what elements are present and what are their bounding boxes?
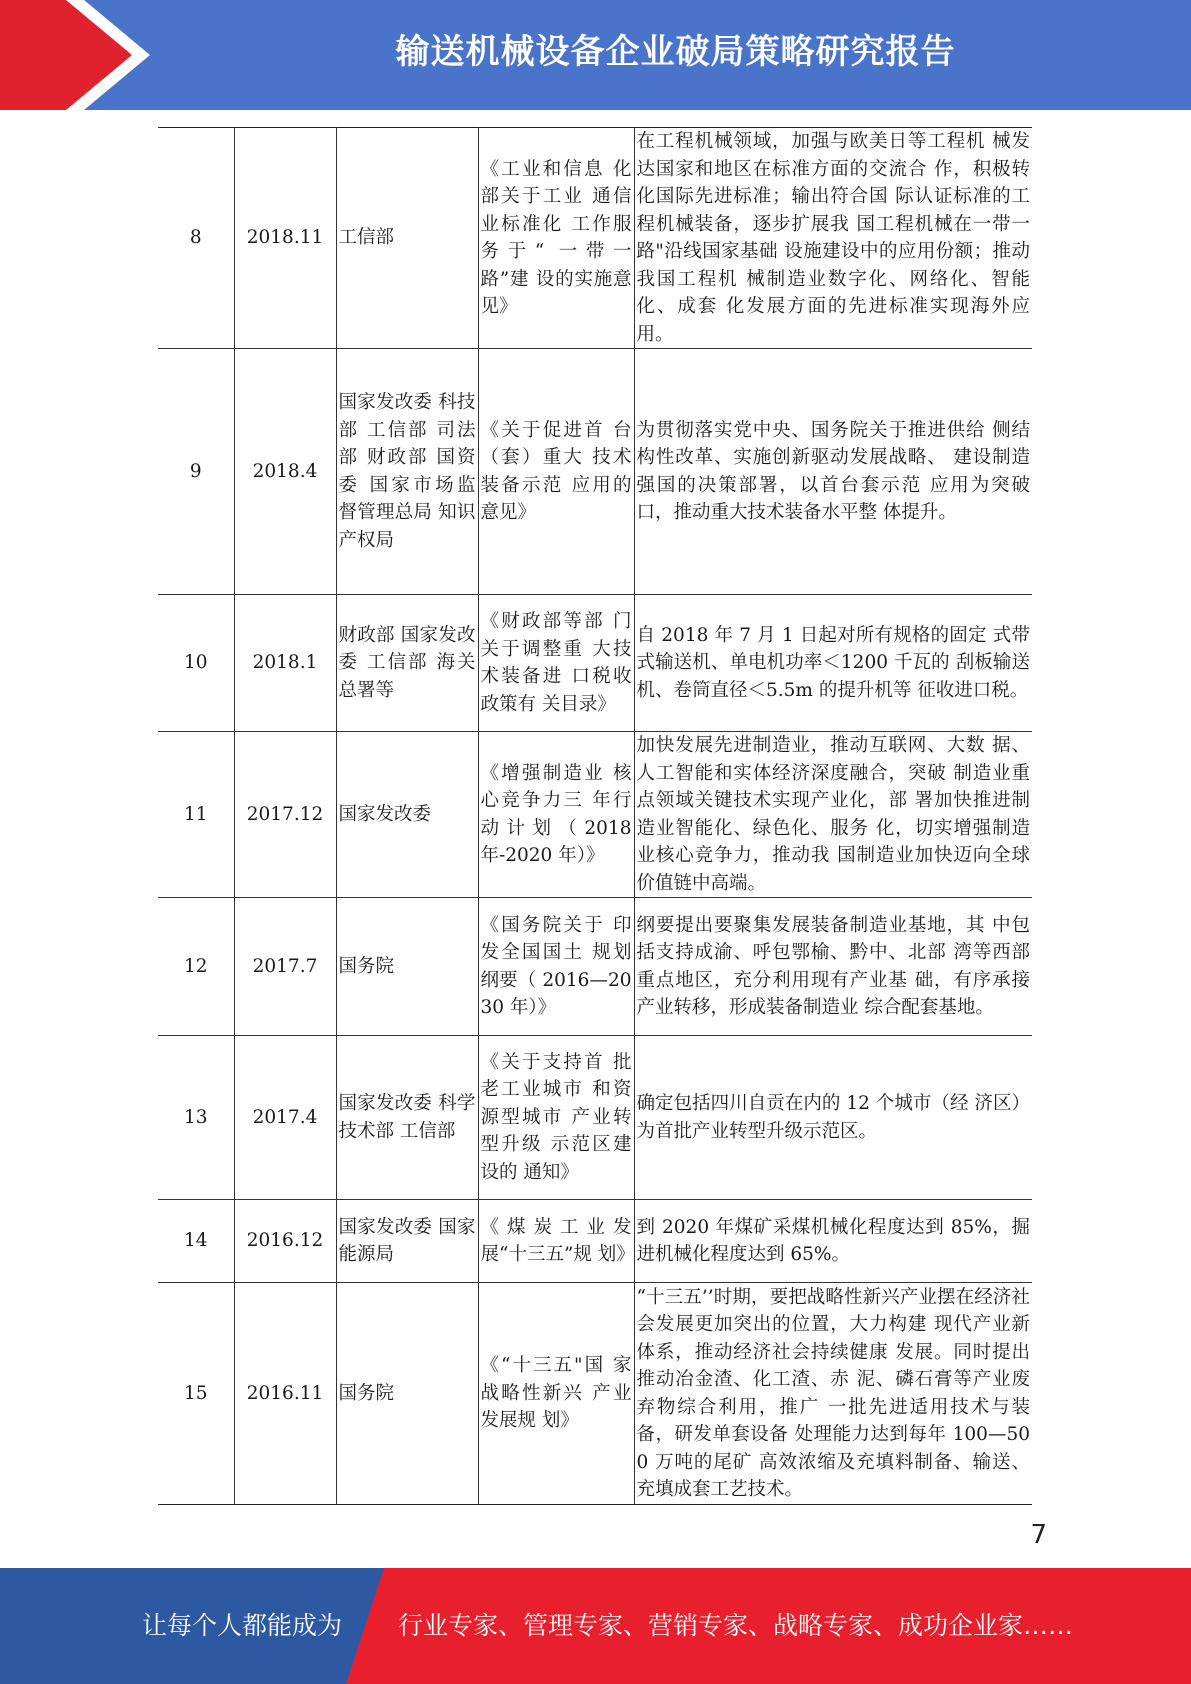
table-row <box>158 1200 1032 1283</box>
report-title: 输送机械设备企业破局策略研究报告 <box>395 32 956 72</box>
row-date: 2018.4 <box>234 349 336 595</box>
row-content: 到 2020 年煤矿采煤机械化程度达到 85%，掘进机械化程度达到 65%。 <box>634 1200 1032 1283</box>
row-number: 13 <box>158 1036 234 1200</box>
footer-slogan-right: 行业专家、管理专家、营销专家、战略专家、成功企业家…… <box>398 1611 1074 1640</box>
row-department: 国务院 <box>336 1283 478 1505</box>
row-date: 2017.7 <box>234 898 336 1036</box>
page-header <box>0 0 1191 110</box>
row-number: 10 <box>158 595 234 732</box>
row-date: 2016.11 <box>234 1283 336 1505</box>
page-number: 7 <box>1030 1520 1047 1550</box>
row-document: 《工业和信息 化部关于工业 通信业标准化 工作服务于“ 一带一路”建 设的实施意见》 <box>478 128 634 349</box>
row-number: 9 <box>158 349 234 595</box>
policy-table <box>158 127 1032 1505</box>
table-row <box>158 1036 1032 1200</box>
row-department: 国家发改委 科技部 工信部 司法部 财政部 国资委 国家市场监 督管理总局 知识产权局 <box>336 349 478 595</box>
row-date: 2018.11 <box>234 128 336 349</box>
row-document: 《关于支持首 批老工业城市 和资源型城市 产业转型升级 示范区建设的 通知》 <box>478 1036 634 1200</box>
row-content: “十三五’’时期，要把战略性新兴产业摆在经济社会发展更加突出的位置，大力构建 现代产业新体系，推动经济社会持续健康 发展。同时提出推动冶金渣、化工渣、赤 泥、磷石膏等产业废弃物综合利用，推广 一批先进适用技术与装备，研发单套设备 处理能力达到每年 100—500 万吨的尾矿 高效浓缩及充填料制备、输送、充填成套工艺技术。 <box>634 1283 1032 1505</box>
table-row <box>158 898 1032 1036</box>
row-department: 国务院 <box>336 898 478 1036</box>
row-content: 加快发展先进制造业，推动互联网、大数 据、人工智能和实体经济深度融合，突破 制造业重点领域关键技术实现产业化，部 署加快推进制造业智能化、绿色化、服务 化，切实增强制造业核心竞争力，推动我 国制造业加快迈向全球价值链中高端。 <box>634 732 1032 898</box>
row-document: 《国务院关于 印发全国国土 规划纲要（ 2016—2030 年）》 <box>478 898 634 1036</box>
table-row <box>158 349 1032 595</box>
table-row <box>158 128 1032 349</box>
row-number: 15 <box>158 1283 234 1505</box>
row-document: 《关于促进首 台（套）重大 技术装备示范 应用的意见》 <box>478 349 634 595</box>
row-document: 《“十三五"国 家战略性新兴 产业发展规 划》 <box>478 1283 634 1505</box>
table-row <box>158 595 1032 732</box>
row-content: 自 2018 年 7 月 1 日起对所有规格的固定 式带式输送机、单电机功率＜1200 千瓦的 刮板输送机、卷筒直径＜5.5m 的提升机等 征收进口税。 <box>634 595 1032 732</box>
row-document: 《增强制造业 核心竞争力三 年行动计划（2018 年-2020 年）》 <box>478 732 634 898</box>
row-department: 国家发改委 科学技术部 工信部 <box>336 1036 478 1200</box>
row-date: 2018.1 <box>234 595 336 732</box>
page-footer <box>0 1568 1191 1684</box>
row-content: 在工程机械领域，加强与欧美日等工程机 械发达国家和地区在标准方面的交流合 作，积极转化国际先进标准；输出符合国 际认证标准的工程机械装备，逐步扩展我 国工程机械在一带一路"沿线国家基础 设施建设中的应用份额；推动我国工程机 械制造业数字化、网络化、智能化、成套 化发展方面的先进标准实现海外应用。 <box>634 128 1032 349</box>
table-row <box>158 1283 1032 1505</box>
row-number: 11 <box>158 732 234 898</box>
table-row <box>158 732 1032 898</box>
row-date: 2017.4 <box>234 1036 336 1200</box>
row-date: 2017.12 <box>234 732 336 898</box>
row-number: 14 <box>158 1200 234 1283</box>
row-content: 为贯彻落实党中央、国务院关于推进供给 侧结构性改革、实施创新驱动发展战略、 建设制造强国的决策部署，以首台套示范 应用为突破口，推动重大技术装备水平整 体提升。 <box>634 349 1032 595</box>
row-content: 纲要提出要聚集发展装备制造业基地，其 中包括支持成渝、呼包鄂榆、黔中、北部 湾等西部重点地区，充分利用现有产业基 础，有序承接产业转移，形成装备制造业 综合配套基地。 <box>634 898 1032 1036</box>
row-content: 确定包括四川自贡在内的 12 个城市（经 济区）为首批产业转型升级示范区。 <box>634 1036 1032 1200</box>
row-number: 8 <box>158 128 234 349</box>
row-date: 2016.12 <box>234 1200 336 1283</box>
row-department: 国家发改委 <box>336 732 478 898</box>
header-red-arrow <box>0 0 150 110</box>
row-department: 国家发改委 国家能源局 <box>336 1200 478 1283</box>
row-number: 12 <box>158 898 234 1036</box>
row-document: 《财政部等部 门关于调整重 大技术装备进 口税收政策有 关目录》 <box>478 595 634 732</box>
row-department: 财政部 国家发改委 工信部 海关总署等 <box>336 595 478 732</box>
footer-slogan-left: 让每个人都能成为 <box>142 1611 343 1640</box>
row-department: 工信部 <box>336 128 478 349</box>
row-document: 《煤炭工业发 展“十三五”规 划》 <box>478 1200 634 1283</box>
